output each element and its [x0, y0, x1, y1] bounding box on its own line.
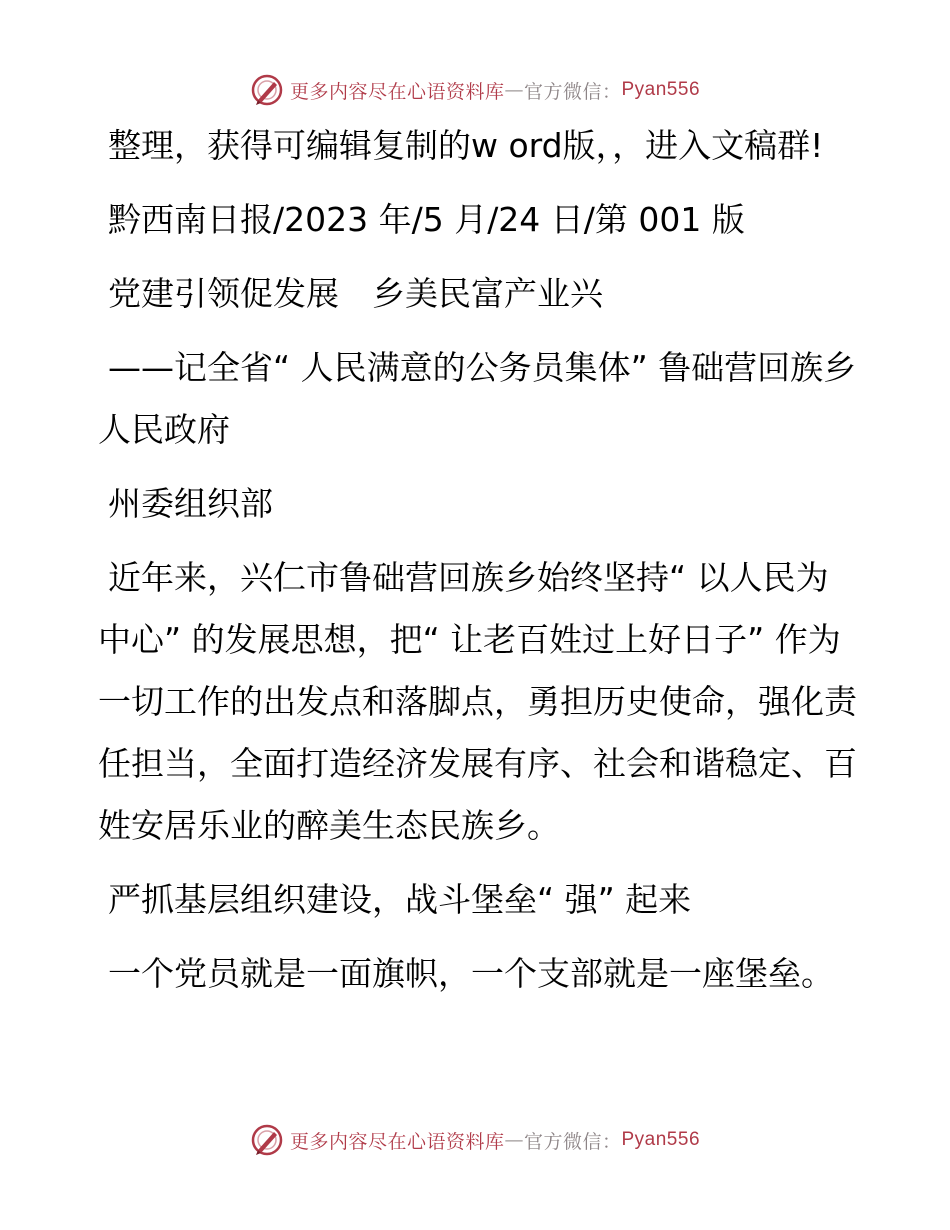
watermark-official-label: 官方微信： [523, 1130, 622, 1153]
paragraph-intro: 整理，获得可编辑复制的w ord版，，进入文稿群! [108, 126, 824, 165]
document-body [98, 115, 858, 1017]
paragraph-body: 一个党员就是一面旗帜，一个支部就是一座堡垒。 [108, 954, 834, 993]
watermark-dash: — [504, 1129, 524, 1151]
footer-watermark [0, 1120, 950, 1160]
article-subtitle: ——记全省“ 人民满意的公务员集体” 鲁础营回族乡人民政府 [98, 348, 857, 449]
pen-logo-icon [250, 1123, 284, 1157]
article-title: 党建引领促发展 乡美民富产业兴 [108, 274, 603, 313]
watermark-dash: — [504, 79, 524, 101]
watermark-wechat-id: Pyan556 [621, 1129, 701, 1150]
watermark-official-label: 官方微信： [523, 80, 622, 103]
watermark-site-text: 更多内容尽在心语资料库 [289, 1130, 505, 1153]
watermark-site-text: 更多内容尽在心语资料库 [289, 80, 505, 103]
section-heading: 严抓基层组织建设，战斗堡垒“ 强” 起来 [108, 880, 692, 919]
article-author: 州委组织部 [108, 484, 273, 523]
paragraph-source: 黔西南日报/2023 年/5 月/24 日/第 001 版 [108, 200, 745, 239]
pen-logo-icon [250, 73, 284, 107]
watermark-wechat-id: Pyan556 [621, 79, 701, 100]
header-watermark [0, 70, 950, 110]
paragraph-body: 近年来，兴仁市鲁础营回族乡始终坚持“ 以人民为中心” 的发展思想，把“ 让老百姓过上好日子” 作为一切工作的出发点和落脚点，勇担历史使命，强化责任担当，全面打造经济发展有序、社会和谐稳定、百姓安居乐业的醉美生态民族乡。 [98, 558, 857, 845]
